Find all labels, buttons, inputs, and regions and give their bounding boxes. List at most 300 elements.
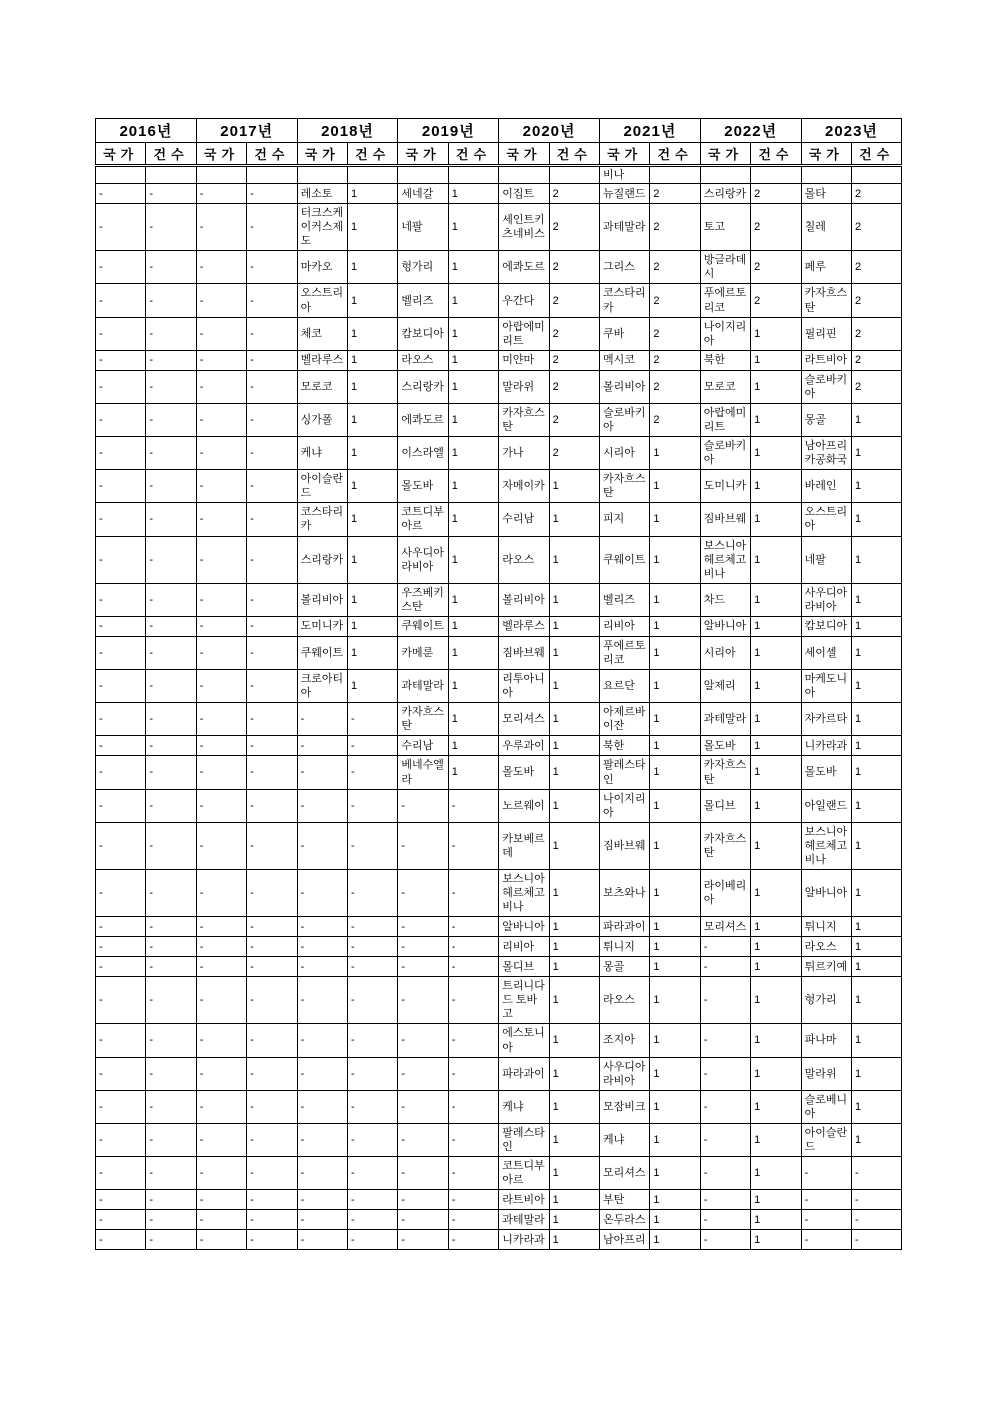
country-cell: - [196, 1024, 246, 1057]
count-cell: - [247, 317, 297, 350]
country-cell: - [96, 1157, 146, 1190]
country-cell: 몰도바 [801, 756, 851, 789]
count-cell: - [347, 1090, 397, 1123]
count-cell: 1 [347, 317, 397, 350]
table-row [96, 470, 902, 503]
table-row [96, 1210, 902, 1230]
count-cell: - [347, 822, 397, 869]
count-cell: 2 [650, 317, 700, 350]
country-cell: 나이지리아 [599, 789, 649, 822]
count-cell: 1 [650, 616, 700, 636]
count-cell: - [347, 1210, 397, 1230]
count-cell: - [146, 917, 196, 937]
country-cell: 튀니지 [801, 917, 851, 937]
count-cell [347, 166, 397, 184]
country-cell: - [297, 1210, 347, 1230]
country-cell: 슬로베니아 [801, 1090, 851, 1123]
count-cell: - [347, 1123, 397, 1156]
country-cell: 코스타리카 [599, 284, 649, 317]
country-cell: - [96, 756, 146, 789]
count-cell: 1 [751, 536, 801, 583]
count-cell: - [347, 703, 397, 736]
count-cell: 1 [751, 822, 801, 869]
count-cell: 2 [549, 251, 599, 284]
count-cell: 2 [650, 251, 700, 284]
count-cell: - [247, 957, 297, 977]
country-cell: 말라위 [499, 370, 549, 403]
count-cell: - [247, 370, 297, 403]
country-cell: 알바니아 [499, 917, 549, 937]
count-cell: 1 [751, 957, 801, 977]
country-cell: - [96, 1090, 146, 1123]
country-cell: 페루 [801, 251, 851, 284]
country-cell: 아랍에미리트 [700, 403, 750, 436]
country-cell: - [96, 1190, 146, 1210]
country-cell: - [196, 536, 246, 583]
count-cell: 2 [751, 184, 801, 204]
country-cell: 가나 [499, 437, 549, 470]
country-cell: - [297, 736, 347, 756]
count-cell: 1 [347, 350, 397, 370]
country-cell: - [196, 204, 246, 251]
table-row [96, 636, 902, 669]
count-cell: 1 [851, 937, 901, 957]
count-cell: 1 [448, 583, 498, 616]
count-cell: 1 [751, 1190, 801, 1210]
country-cell [96, 166, 146, 184]
country-cell: - [398, 869, 448, 916]
count-cell: - [247, 437, 297, 470]
country-cell: 이스라엘 [398, 437, 448, 470]
country-cell: 도미니카 [700, 470, 750, 503]
count-cell: - [247, 350, 297, 370]
count-cell: - [146, 1057, 196, 1090]
count-cell: - [247, 1190, 297, 1210]
table-row [96, 917, 902, 937]
count-cell: - [146, 1190, 196, 1210]
count-cell: 1 [751, 1230, 801, 1250]
count-cell: 1 [448, 204, 498, 251]
count-cell: 2 [549, 284, 599, 317]
country-cell: 라이베리아 [700, 869, 750, 916]
country-cell: - [196, 977, 246, 1024]
country-cell: - [297, 937, 347, 957]
count-cell: - [146, 977, 196, 1024]
country-cell: - [297, 822, 347, 869]
table-row [96, 1157, 902, 1190]
count-cell: 1 [448, 503, 498, 536]
country-cell: 노르웨이 [499, 789, 549, 822]
country-cell: - [700, 977, 750, 1024]
count-cell: 1 [751, 789, 801, 822]
country-cell: - [96, 703, 146, 736]
count-cell: 1 [448, 184, 498, 204]
country-cell: - [196, 789, 246, 822]
column-header-row [96, 143, 902, 166]
count-cell: 1 [851, 703, 901, 736]
count-cell: 1 [448, 251, 498, 284]
count-cell: 1 [549, 470, 599, 503]
country-cell: - [96, 437, 146, 470]
country-cell: - [398, 1230, 448, 1250]
count-cell [247, 166, 297, 184]
count-cell: 1 [751, 869, 801, 916]
country-cell: 피지 [599, 503, 649, 536]
country-cell: - [96, 503, 146, 536]
count-column-header: 건수 [146, 143, 196, 166]
country-cell: - [96, 822, 146, 869]
country-cell: 에콰도르 [499, 251, 549, 284]
count-cell: 1 [650, 437, 700, 470]
count-cell: - [247, 1210, 297, 1230]
count-cell: - [448, 869, 498, 916]
country-cell: 우루과이 [499, 736, 549, 756]
country-cell: - [398, 1057, 448, 1090]
count-cell: - [347, 869, 397, 916]
year-header: 2021년 [599, 119, 700, 143]
count-cell: 1 [851, 977, 901, 1024]
country-cell: - [96, 350, 146, 370]
count-cell: 1 [851, 636, 901, 669]
country-cell: - [398, 1024, 448, 1057]
country-cell: - [196, 1210, 246, 1230]
country-cell: - [398, 1157, 448, 1190]
country-cell: 카자흐스탄 [398, 703, 448, 736]
country-cell: - [297, 1230, 347, 1250]
count-cell: 1 [347, 636, 397, 669]
country-cell: 코트디부아르 [499, 1157, 549, 1190]
country-cell: - [297, 977, 347, 1024]
country-cell: 몰도바 [499, 756, 549, 789]
country-cell: - [196, 370, 246, 403]
count-cell: 1 [448, 284, 498, 317]
country-cell: - [96, 869, 146, 916]
country-cell: - [297, 917, 347, 937]
count-cell: - [146, 370, 196, 403]
count-cell: 1 [851, 789, 901, 822]
country-cell: 모로코 [700, 370, 750, 403]
count-cell: - [851, 1210, 901, 1230]
country-cell: - [196, 403, 246, 436]
count-cell: - [247, 503, 297, 536]
count-cell: 1 [549, 789, 599, 822]
count-cell: - [448, 789, 498, 822]
country-cell: - [196, 670, 246, 703]
count-cell: 1 [347, 470, 397, 503]
count-cell: 1 [650, 536, 700, 583]
count-cell: - [448, 1090, 498, 1123]
count-cell: 1 [851, 1123, 901, 1156]
country-cell: 스리랑카 [297, 536, 347, 583]
count-cell: - [146, 703, 196, 736]
country-cell: - [398, 917, 448, 937]
country-cell: 뉴질랜드 [599, 184, 649, 204]
table-row [96, 736, 902, 756]
country-cell: 카보베르데 [499, 822, 549, 869]
count-cell: - [146, 403, 196, 436]
count-cell: 1 [549, 1123, 599, 1156]
count-cell: 1 [448, 536, 498, 583]
country-cell: - [96, 536, 146, 583]
count-cell: 1 [549, 616, 599, 636]
country-cell: 모잠비크 [599, 1090, 649, 1123]
count-cell: - [247, 917, 297, 937]
count-cell: - [347, 917, 397, 937]
count-cell: - [448, 1057, 498, 1090]
year-header: 2022년 [700, 119, 801, 143]
count-cell: - [247, 536, 297, 583]
count-cell: - [347, 1230, 397, 1250]
count-cell: - [247, 1123, 297, 1156]
count-cell: - [247, 789, 297, 822]
count-column-header: 건수 [851, 143, 901, 166]
count-cell: - [247, 284, 297, 317]
count-cell: 1 [751, 1157, 801, 1190]
country-cell: 튀니지 [599, 937, 649, 957]
count-cell: - [448, 822, 498, 869]
count-cell: 1 [751, 917, 801, 937]
count-cell: 1 [650, 1157, 700, 1190]
country-cell: 칠레 [801, 204, 851, 251]
country-cell: 벨라루스 [297, 350, 347, 370]
country-cell: 볼리비아 [599, 370, 649, 403]
count-cell: 1 [549, 822, 599, 869]
country-cell: - [196, 957, 246, 977]
country-cell: 필리핀 [801, 317, 851, 350]
country-cell: 온두라스 [599, 1210, 649, 1230]
country-cell: - [398, 1210, 448, 1230]
count-cell: 1 [650, 1210, 700, 1230]
count-column-header: 건수 [247, 143, 297, 166]
count-cell: 1 [549, 937, 599, 957]
count-cell: 1 [751, 736, 801, 756]
country-cell: - [297, 957, 347, 977]
count-cell: 1 [650, 1123, 700, 1156]
country-cell: 케냐 [297, 437, 347, 470]
country-column-header: 국가 [297, 143, 347, 166]
table-row [96, 317, 902, 350]
count-cell: 1 [751, 503, 801, 536]
country-cell: 아이슬란드 [297, 470, 347, 503]
country-cell: - [96, 670, 146, 703]
count-cell: 1 [448, 470, 498, 503]
count-cell: 1 [851, 583, 901, 616]
count-cell [851, 166, 901, 184]
count-cell: 1 [751, 1090, 801, 1123]
country-cell: 남아프리카공화국 [801, 437, 851, 470]
count-cell: 1 [549, 1024, 599, 1057]
country-cell: - [398, 937, 448, 957]
year-header: 2023년 [801, 119, 902, 143]
count-cell: - [851, 1190, 901, 1210]
count-cell: 2 [751, 284, 801, 317]
country-cell [297, 166, 347, 184]
count-cell: - [347, 977, 397, 1024]
country-cell: 우즈베키스탄 [398, 583, 448, 616]
country-cell: 파라과이 [599, 917, 649, 937]
count-cell: 1 [751, 1123, 801, 1156]
country-cell: - [196, 917, 246, 937]
country-cell: 과테말라 [599, 204, 649, 251]
count-cell: 1 [751, 703, 801, 736]
count-cell: 1 [650, 869, 700, 916]
country-cell: - [96, 403, 146, 436]
table-row [96, 977, 902, 1024]
country-cell: 쿠웨이트 [398, 616, 448, 636]
count-cell: - [247, 403, 297, 436]
count-cell: 1 [347, 204, 397, 251]
year-header: 2020년 [499, 119, 600, 143]
country-cell: - [196, 736, 246, 756]
country-cell: 레소토 [297, 184, 347, 204]
country-cell: 캄보디아 [398, 317, 448, 350]
year-header: 2019년 [398, 119, 499, 143]
country-cell: 조지아 [599, 1024, 649, 1057]
count-cell: 1 [851, 869, 901, 916]
country-cell: - [96, 957, 146, 977]
country-cell: - [801, 1230, 851, 1250]
count-cell: 1 [751, 403, 801, 436]
count-cell: 2 [549, 403, 599, 436]
table-row [96, 536, 902, 583]
table-row [96, 251, 902, 284]
country-cell: 보스니아헤르체고비나 [499, 869, 549, 916]
country-cell: - [96, 470, 146, 503]
count-cell: 1 [549, 503, 599, 536]
count-cell: 1 [347, 184, 397, 204]
count-cell: 1 [549, 1090, 599, 1123]
country-cell: - [96, 1057, 146, 1090]
count-cell: 1 [650, 736, 700, 756]
country-cell: - [700, 1230, 750, 1250]
count-cell: - [347, 756, 397, 789]
country-cell: 리비아 [599, 616, 649, 636]
count-cell: 1 [851, 437, 901, 470]
country-cell: - [297, 789, 347, 822]
count-column-header: 건수 [448, 143, 498, 166]
count-cell: 1 [549, 1190, 599, 1210]
country-cell: 몰도바 [700, 736, 750, 756]
count-cell: - [146, 789, 196, 822]
count-cell: - [247, 703, 297, 736]
count-cell [448, 166, 498, 184]
count-cell: - [146, 317, 196, 350]
country-cell: - [196, 1157, 246, 1190]
table-row [96, 957, 902, 977]
count-cell: 2 [851, 184, 901, 204]
count-cell: 1 [347, 370, 397, 403]
table-body [96, 166, 902, 1250]
count-cell: 2 [650, 403, 700, 436]
country-cell: 카자흐스탄 [801, 284, 851, 317]
count-cell: - [247, 822, 297, 869]
country-cell: - [700, 1123, 750, 1156]
country-cell: - [196, 756, 246, 789]
count-cell: - [448, 1230, 498, 1250]
count-cell: - [448, 977, 498, 1024]
count-column-header: 건수 [751, 143, 801, 166]
count-cell: 1 [751, 977, 801, 1024]
country-cell: 베네수엘라 [398, 756, 448, 789]
count-cell: 1 [751, 616, 801, 636]
count-cell: 1 [448, 437, 498, 470]
country-cell: 코스타리카 [297, 503, 347, 536]
country-cell: 쿠바 [599, 317, 649, 350]
count-cell: - [448, 1190, 498, 1210]
count-cell: - [146, 204, 196, 251]
table-row [96, 756, 902, 789]
country-cell: - [297, 1190, 347, 1210]
country-cell: 모로코 [297, 370, 347, 403]
country-cell: 네팔 [398, 204, 448, 251]
count-cell: 1 [650, 670, 700, 703]
country-cell: 세인트키츠네비스 [499, 204, 549, 251]
year-header-row [96, 119, 902, 143]
country-cell [196, 166, 246, 184]
count-cell: 2 [851, 204, 901, 251]
country-cell: 몰디브 [499, 957, 549, 977]
country-cell: - [700, 1090, 750, 1123]
count-cell: - [448, 1024, 498, 1057]
country-cell: 자메이카 [499, 470, 549, 503]
country-cell: 짐바브웨 [599, 822, 649, 869]
country-cell: 에스토니아 [499, 1024, 549, 1057]
country-cell: 알제리 [700, 670, 750, 703]
country-cell [801, 166, 851, 184]
country-cell: - [96, 636, 146, 669]
count-cell: 1 [751, 937, 801, 957]
country-cell: 벨리즈 [398, 284, 448, 317]
count-cell: 1 [851, 1057, 901, 1090]
count-cell: - [247, 251, 297, 284]
country-cell: 오스트리아 [297, 284, 347, 317]
country-cell: 라트비아 [801, 350, 851, 370]
country-cell: 스리랑카 [398, 370, 448, 403]
count-cell: 1 [751, 1210, 801, 1230]
country-cell: - [96, 616, 146, 636]
table-row [96, 437, 902, 470]
table-row [96, 503, 902, 536]
country-cell: - [96, 937, 146, 957]
country-cell: - [196, 937, 246, 957]
count-cell: 2 [851, 251, 901, 284]
count-cell: 1 [347, 536, 397, 583]
count-cell: - [448, 937, 498, 957]
count-cell: 1 [851, 822, 901, 869]
year-header: 2016년 [96, 119, 197, 143]
country-cell: - [700, 1157, 750, 1190]
country-cell: 모리셔스 [700, 917, 750, 937]
country-cell: 라트비아 [499, 1190, 549, 1210]
count-cell: - [247, 184, 297, 204]
count-cell: 1 [650, 1230, 700, 1250]
table-row [96, 583, 902, 616]
count-cell: - [247, 616, 297, 636]
country-cell: - [297, 869, 347, 916]
country-column-header: 국가 [499, 143, 549, 166]
count-cell: - [448, 957, 498, 977]
count-cell: 2 [751, 251, 801, 284]
count-cell: 1 [751, 350, 801, 370]
country-cell: 튀르키예 [801, 957, 851, 977]
country-cell: - [196, 1090, 246, 1123]
country-cell: 멕시코 [599, 350, 649, 370]
count-cell: - [146, 1090, 196, 1123]
country-cell: 차드 [700, 583, 750, 616]
count-cell: - [448, 1123, 498, 1156]
country-cell: 나이지리아 [700, 317, 750, 350]
country-cell: - [196, 869, 246, 916]
